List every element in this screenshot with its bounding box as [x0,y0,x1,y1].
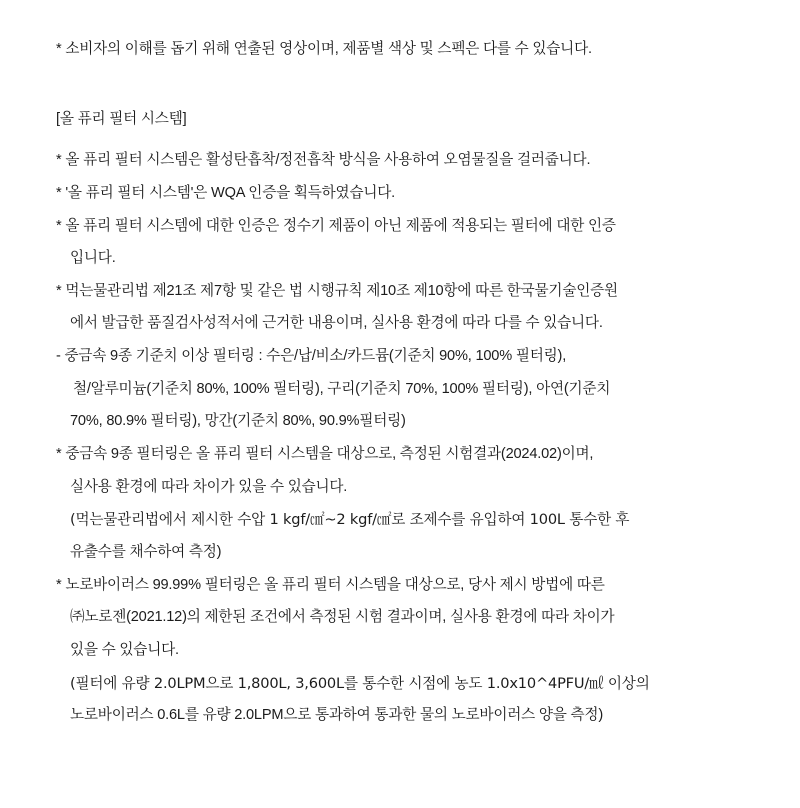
body-line-17: (필터에 유량 2.0LPM으로 1,800L, 3,600L를 통수한 시점에 농도 1.0x10^4PFU/㎖ 이상의 [70,674,650,692]
body-line-15: ㈜노로젠(2021.12)의 제한된 조건에서 측정된 시험 결과이며, 실사용 환경에 따라 차이가 [70,609,615,626]
body-line-18: 노로바이러스 0.6L를 유량 2.0LPM으로 통과하여 통과한 물의 노로바이러스 양을 측정) [70,707,603,724]
body-line-12: (먹는물관리법에서 제시한 수압 1 kgf/㎠~2 kgf/㎠로 조제수를 유입하여 100L 통수한 후 [70,511,630,529]
spacer [56,131,744,149]
body-line-9: 70%, 80.9% 필터링), 망간(기준치 80%, 90.9%필터링) [70,413,406,430]
body-line-1: * 올 퓨리 필터 시스템은 활성탄흡착/정전흡착 방식을 사용하여 오염물질을 걸러줍니다. [56,152,591,169]
body-line-8: 철/알루미늄(기준치 80%, 100% 필터링), 구리(기준치 70%, 100% 필터링), 아연(기준치 [73,380,611,397]
body-line-10: * 중금속 9종 필터링은 올 퓨리 필터 시스템을 대상으로, 측정된 시험결과(2024.02)이며, [56,446,594,463]
body-line-3: * 올 퓨리 필터 시스템에 대한 인증은 정수기 제품이 아닌 제품에 적용되는 필터에 대한 인증 [56,217,616,234]
body-line-13: 유출수를 채수하여 측정) [70,543,222,560]
body-line-2: * '올 퓨리 필터 시스템'은 WQA 인증을 획득하였습니다. [56,184,395,201]
body-line-4: 입니다. [70,250,116,267]
section-title: [올 퓨리 필터 시스템] [56,110,187,127]
body-line-11: 실사용 환경에 따라 차이가 있을 수 있습니다. [70,478,348,495]
body-line-7: - 중금속 9종 기준치 이상 필터링 : 수은/납/비소/카드뮴(기준치 90%, 100% 필터링), [56,348,567,365]
body-line-16: 있을 수 있습니다. [70,641,179,658]
body-line-5: * 먹는물관리법 제21조 제7항 및 같은 법 시행규칙 제10조 제10항에 따른 한국물기술인증원 [56,282,618,299]
spacer [56,62,744,108]
notice-line: * 소비자의 이해를 돕기 위해 연출된 영상이며, 제품별 색상 및 스펙은 다를 수 있습니다. [56,41,592,57]
body-line-6: 에서 발급한 품질검사성적서에 근거한 내용이며, 실사용 환경에 따라 다를 수 있습니다. [70,315,603,332]
body-line-14: * 노로바이러스 99.99% 필터링은 올 퓨리 필터 시스템을 대상으로, 당사 제시 방법에 따른 [56,576,605,593]
